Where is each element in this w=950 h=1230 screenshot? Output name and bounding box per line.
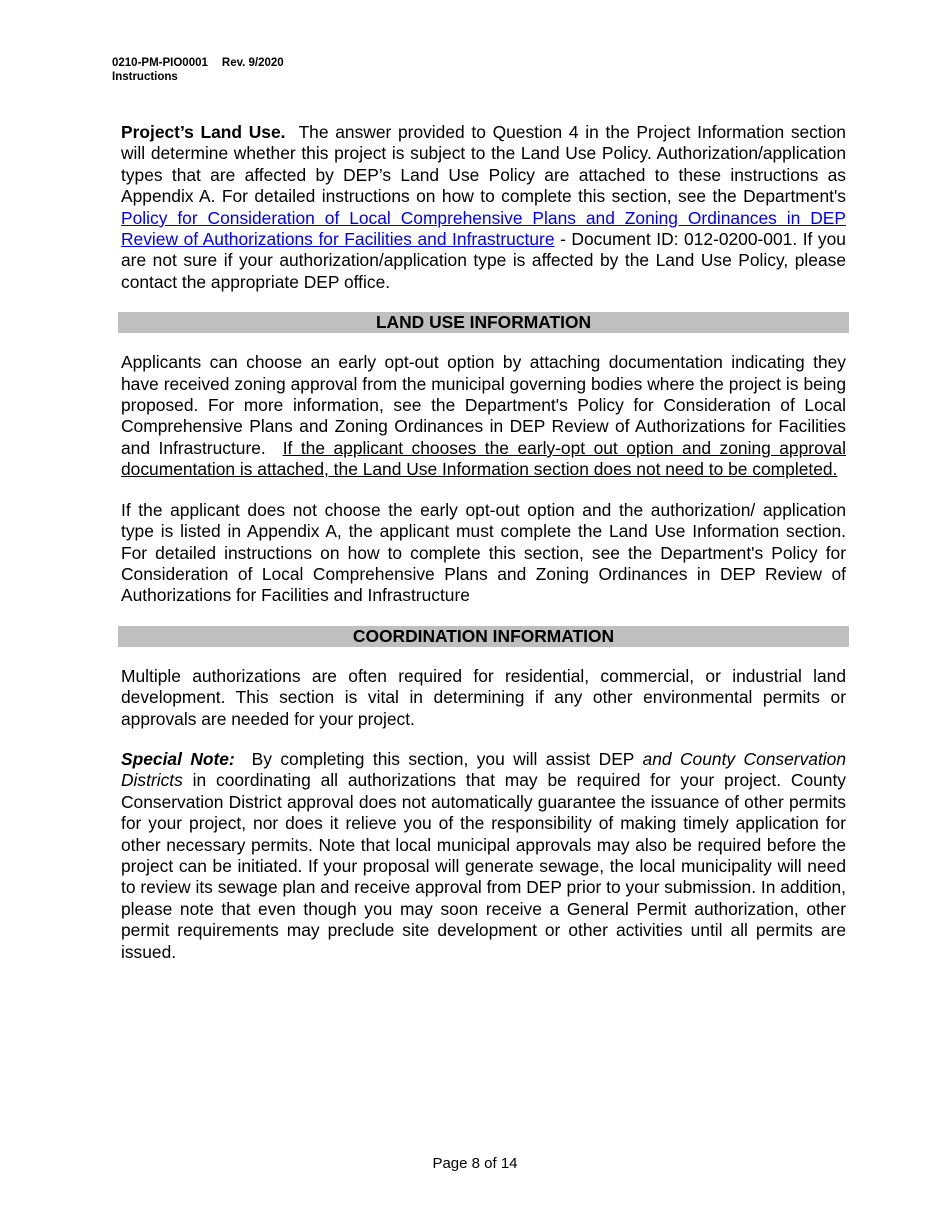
- coordination-section-header: COORDINATION INFORMATION: [118, 626, 849, 647]
- land-use-paragraph-2: If the applicant does not choose the early opt-out option and the authorization/ application type is listed in Appendix A, the applicant must complete the Land Use Information section. For detailed instructions on how to complete this section, see the Department's Policy for Consideration of Local Comprehensive Plans and Zoning Ordinances in DEP Review of Authorizations for Facilities and Infrastructure: [121, 499, 846, 606]
- doc-id-line: [112, 56, 284, 70]
- land-use-section-header: LAND USE INFORMATION: [118, 312, 849, 333]
- doc-type: Instructions: [112, 71, 178, 83]
- page-number: Page 8 of 14: [432, 1155, 518, 1172]
- special-note-italic: and County Conservation Districts: [121, 748, 846, 791]
- land-use-intro-text-end: - Document ID: 012-0200-001. If you are not sure if your authorization/application type is affected by the Land Use Policy, please contact the appropriate DEP office.: [121, 229, 846, 292]
- land-use-policy-link[interactable]: Policy for Consideration of Local Comprehensive Plans and Zoning Ordinances in DEP Review of Authorizations for Facilities and Infrastructure: [121, 207, 846, 250]
- land-use-intro-text: The answer provided to Question 4 in the Project Information section will determine whether this project is subject to the Land Use Policy. Authorization/application types that are affected by DEP’s Land Use Policy are attached to these instructions as Appendix A. For detailed instructions on how to complete this section, see the Department's: [121, 122, 846, 207]
- land-use-opt-out-note: If the applicant chooses the early-opt out option and zoning approval documentation is attached, the Land Use Information section does not need to be completed.: [121, 437, 846, 480]
- doc-id: 0210-PM-PIO0001: [112, 57, 208, 69]
- land-use-paragraph-1: [121, 352, 846, 480]
- special-note-text: By completing this section, you will assist DEP: [251, 748, 635, 769]
- special-note-paragraph: [121, 749, 846, 963]
- land-use-intro-paragraph: [121, 122, 846, 293]
- page-content: [121, 122, 846, 982]
- special-note-label: Special Note:: [121, 748, 235, 769]
- coordination-paragraph-1: Multiple authorizations are often required for residential, commercial, or industrial land development. This section is vital in determining if any other environmental permits or approvals are needed for your project.: [121, 665, 846, 729]
- land-use-opt-out-text: Applicants can choose an early opt-out option by attaching documentation indicating they have received zoning approval from the municipal governing bodies where the project is being proposed. For more information, see the Department's Policy for Consideration of Local Comprehensive Plans and Zoning Ordinances in DEP Review of Authorizations for Facilities and Infrastructure.: [121, 352, 846, 458]
- document-header: [112, 56, 284, 84]
- doc-revision: Rev. 9/2020: [221, 57, 284, 69]
- special-note-text-end: in coordinating all authorizations that may be required for your project. County Conservation District approval does not automatically guarantee the issuance of other permits for your project, nor does it relieve you of the responsibility of making timely application for other necessary permits. Note that local municipal approvals may also be required before the project can be initiated. If your proposal will generate sewage, the local municipality will need to review its sewage plan and receive approval from DEP prior to your submission. In addition, please note that even though you may soon receive a General Permit authorization, other permit requirements may preclude site development or other activities until all permits are issued.: [121, 770, 846, 962]
- land-use-heading: Project’s Land Use.: [121, 122, 286, 142]
